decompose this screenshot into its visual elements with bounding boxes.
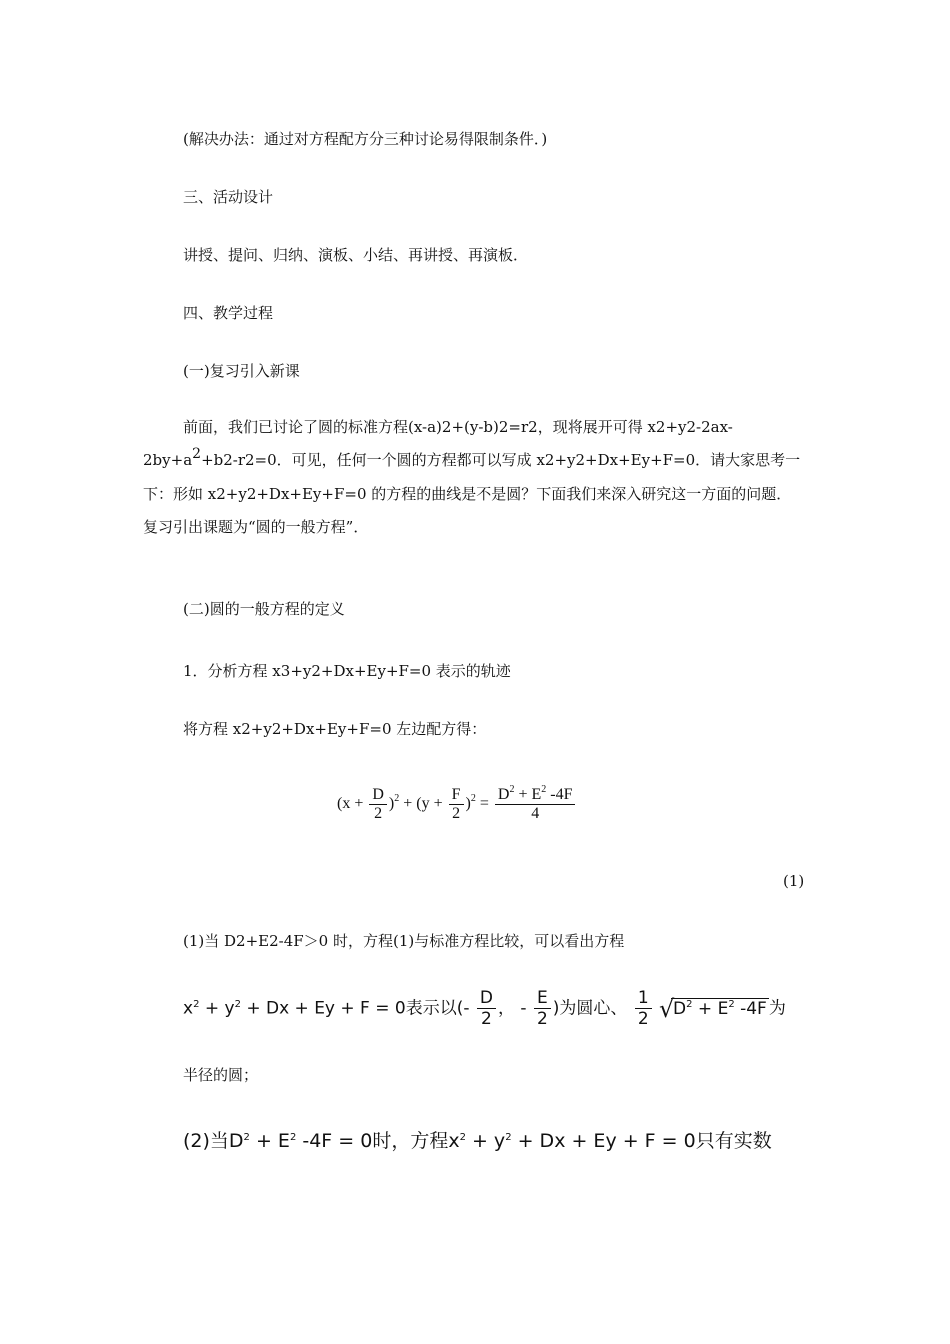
case-two-equation: (2)当$D^2 + E^2$ -4F = 0时，方程$x^2 + y^2 + Dx + Ey + F = 0$只有实数 (183, 1130, 772, 1152)
activities-list: 讲授、提问、归纳、演板、小结、再讲授、再演板． (183, 246, 529, 264)
paragraph-line: 前面，我们已讨论了圆的标准方程(x-a)2+(y-b)2=r2，现将展开可得 x2+y2-2ax- (183, 418, 733, 436)
intro-paragraph (143, 411, 813, 544)
subsection-review: (一)复习引入新课 (183, 362, 300, 380)
solution-note: (解决办法：通过对方程配方分三种讨论易得限制条件．) (183, 130, 548, 148)
equation-circle-center-radius: $x^2 + y^2 + Dx + Ey + F = 0$表示以(- $\frac{D}{2}$ ， - $\frac{E}{2}$ )为圆心、 $\frac{1}{2}$ √ $D^2 + E^2$ -4F 为 (183, 988, 786, 1029)
subsection-definition: (二)圆的一般方程的定义 (183, 600, 345, 618)
paragraph-line: 下：形如 x2+y2+Dx+Ey+F=0 的方程的曲线是不是圆？下面我们来深入研究这一方面的问题． (143, 485, 792, 503)
case-one-text: (1)当 D2+E2-4F＞0 时，方程(1)与标准方程比较，可以看出方程 (183, 932, 625, 950)
section-heading-activity-design: 三、活动设计 (183, 188, 274, 206)
square-root: √ $D^2 + E^2$ -4F (659, 994, 767, 1023)
equation-completed-square: (x + $\frac{D}{2}$ )$^2$ + (y + $\frac{F}{2}$ )$^2$ = $\frac{D^2 + E^2 -4F}{4}$ (337, 786, 577, 823)
complete-square-text: 将方程 x2+y2+Dx+Ey+F=0 左边配方得： (183, 720, 487, 738)
section-heading-teaching-process: 四、教学过程 (183, 304, 274, 322)
paragraph-line: 2by+a2+b2-r2=0．可见，任何一个圆的方程都可以写成 x2+y2+Dx+Ey+F=0．请大家思考一 (143, 446, 801, 469)
paragraph-line: 复习引出课题为“圆的一般方程”． (143, 518, 369, 536)
equation-number: (1) (783, 872, 805, 890)
radius-tail-text: 半径的圆； (183, 1066, 259, 1084)
item-analysis: 1．分析方程 x3+y2+Dx+Ey+F=0 表示的轨迹 (183, 662, 511, 680)
